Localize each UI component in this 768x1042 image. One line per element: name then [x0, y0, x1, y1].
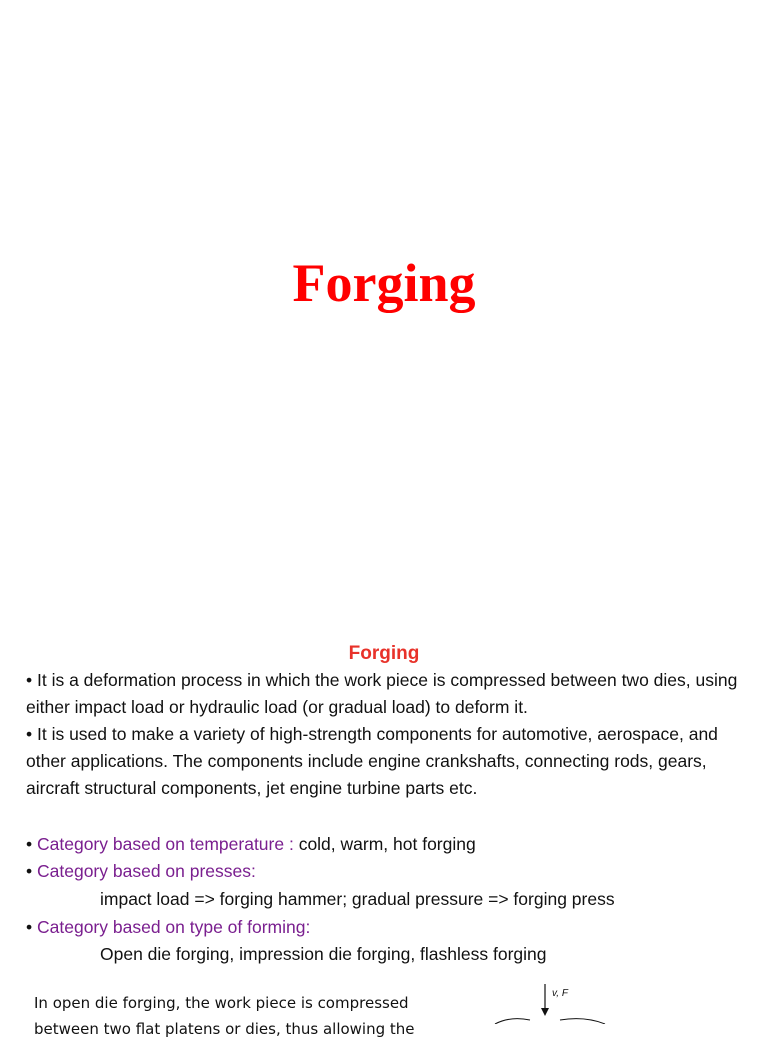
slide-title: Forging [292, 253, 476, 313]
definition-paragraph: • It is a deformation process in which the work piece is compressed between two dies, using either impact load or hydraulic load (or gradual load) to deform it. [26, 670, 738, 717]
workpiece-outline [495, 1019, 605, 1024]
section-heading: Forging [348, 643, 420, 664]
category-temperature [26, 831, 746, 858]
category-label: Category based on type of forming: [37, 917, 311, 937]
force-arrow-head [541, 1008, 549, 1016]
category-forming [26, 914, 746, 941]
category-presses-detail: impact load => forging hammer; gradual pressure => forging press [100, 889, 615, 909]
force-label: v, F [552, 988, 568, 999]
category-label: Category based on presses: [37, 861, 256, 881]
category-value: cold, warm, hot forging [293, 834, 476, 854]
applications-paragraph: • It is used to make a variety of high-strength components for automotive, aerospace, and other applications. The components include engine crankshafts, connecting rods, gears, aircraft structural components, jet engine turbine parts etc. [26, 724, 718, 798]
bullet: • [26, 834, 37, 854]
category-forming-detail: Open die forging, impression die forging, flashless forging [100, 944, 547, 964]
bullet: • [26, 917, 37, 937]
category-label: Category based on temperature : [37, 834, 294, 854]
bullet: • [26, 861, 37, 881]
open-die-caption: In open die forging, the work piece is compressed between two flat platens or dies, thus allowing the [34, 994, 415, 1038]
category-presses [26, 858, 746, 885]
open-die-diagram [490, 982, 620, 1024]
content-slide [0, 630, 768, 1038]
